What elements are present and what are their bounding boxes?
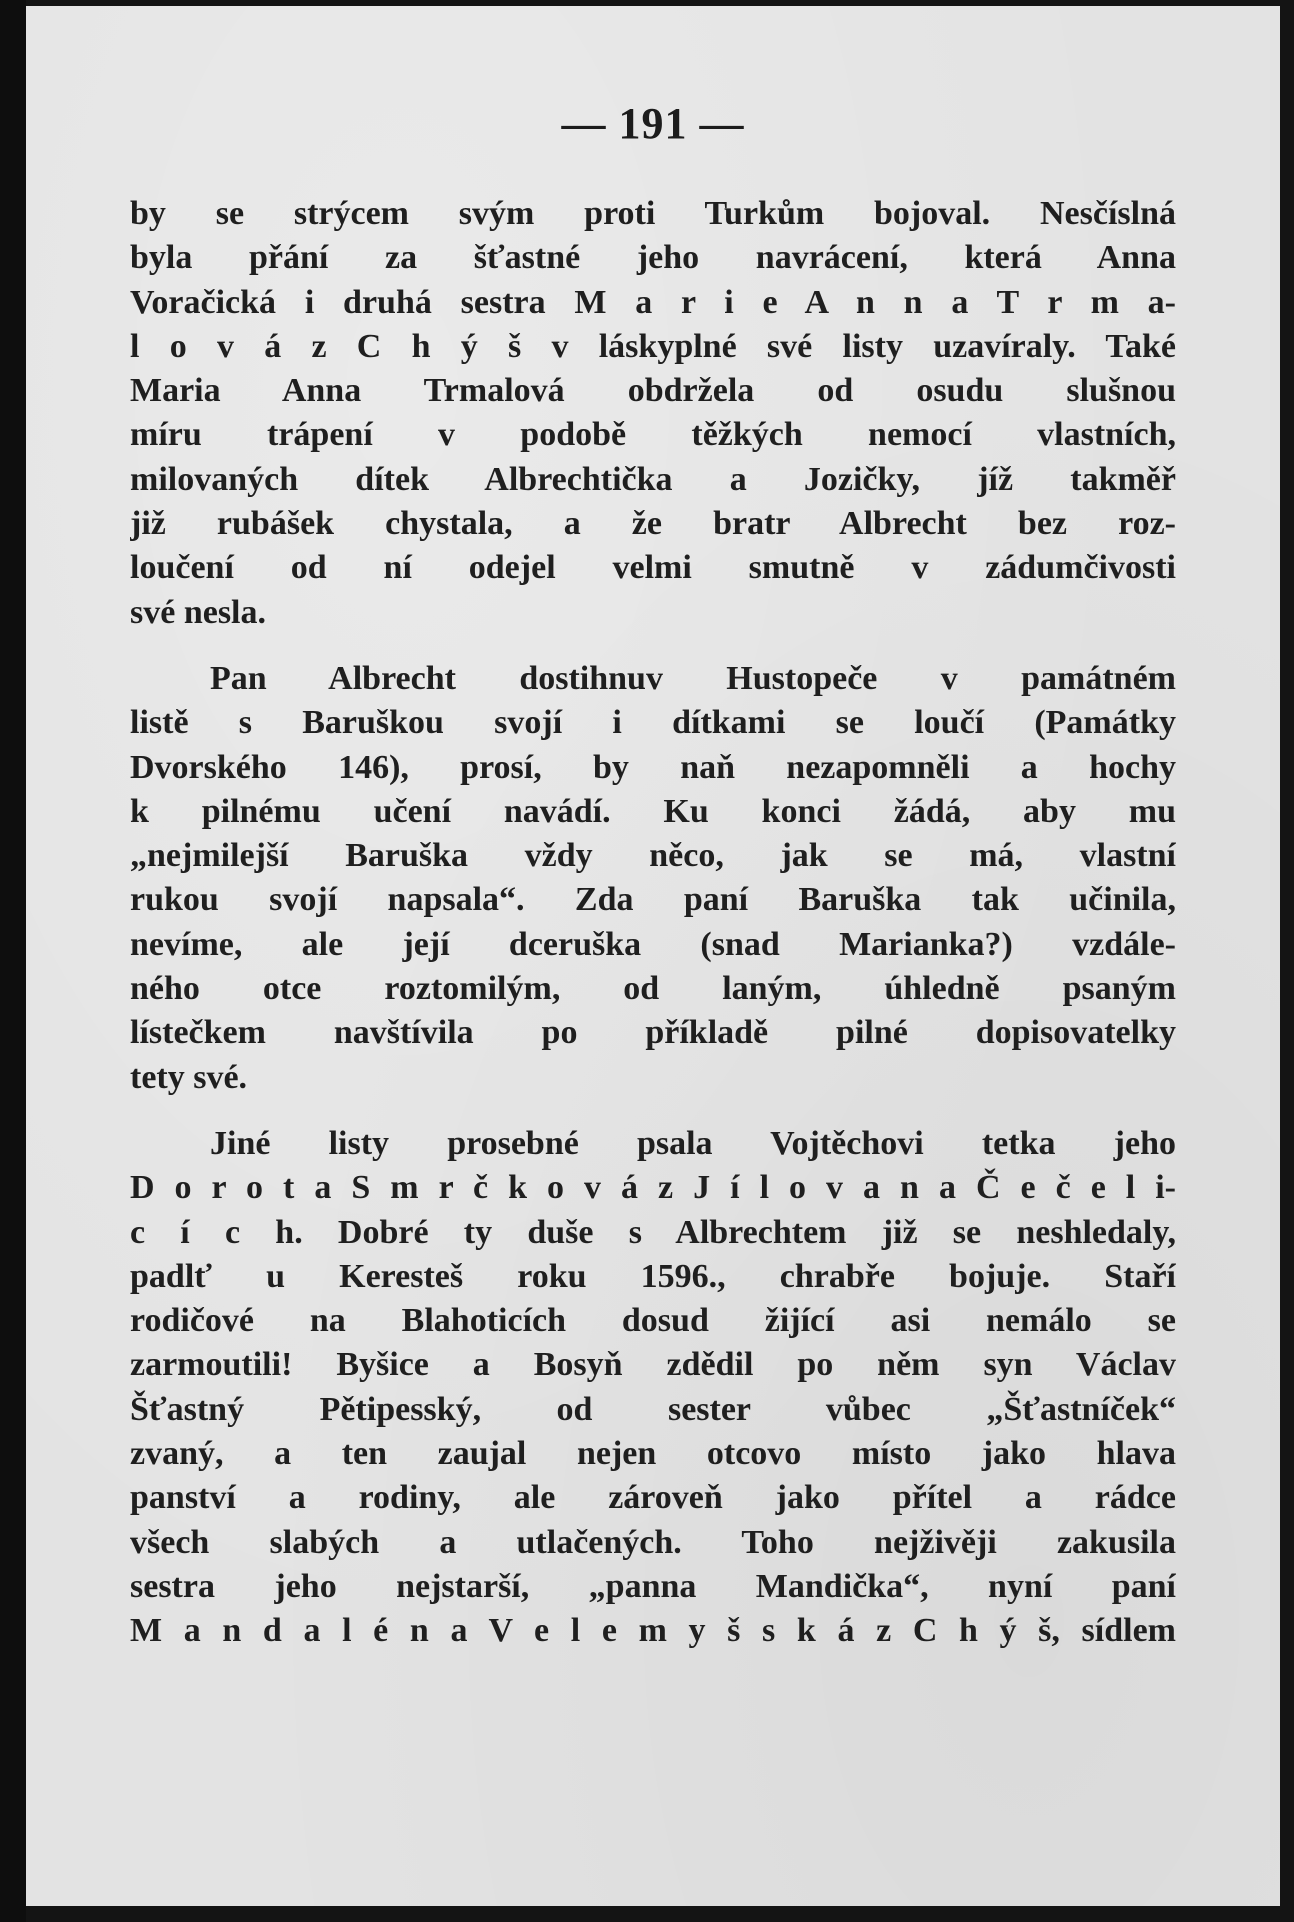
text-line: své nesla. — [130, 593, 266, 631]
text-line: míru trápení v podobě těžkých nemocí vlastních, — [130, 416, 1176, 454]
text-line: rukou svojí napsala“. Zda paní Baruška tak učinila, — [130, 881, 1176, 919]
text-line: všech slabých a utlačených. Toho nejživěji zakusila — [130, 1523, 1176, 1561]
text-line: c í c h. Dobré ty duše s Albrechtem již se neshledaly, — [130, 1213, 1176, 1251]
text-line: listě s Baruškou svojí i dítkami se loučí (Památky — [130, 704, 1176, 742]
text-line: lístečkem navštívila po příkladě pilné dopisovatelky — [130, 1014, 1176, 1052]
text-line: l o v á z C h ý š v láskyplné své listy uzavíraly. Také — [130, 327, 1176, 365]
page-paper — [26, 6, 1280, 1906]
text-line: ného otce roztomilým, od laným, úhledně psaným — [130, 970, 1176, 1008]
text-line: tety své. — [130, 1058, 248, 1096]
text-line: Pan Albrecht dostihnuv Hustopeče v památném — [210, 659, 1176, 697]
body-text — [130, 192, 1176, 1676]
text-line: byla přání za šťastné jeho navrácení, která Anna — [130, 239, 1176, 277]
page-number: — 191 — — [561, 99, 745, 148]
text-line: Dvorského 146), prosí, by naň nezapomněli a hochy — [130, 748, 1176, 786]
text-line: zarmoutili! Byšice a Bosyň zdědil po něm syn Václav — [130, 1346, 1176, 1384]
text-line: padlť u Keresteš roku 1596., chrabře bojuje. Staří — [130, 1257, 1176, 1295]
text-line: by se strýcem svým proti Turkům bojoval. Nesčíslná — [130, 195, 1176, 232]
binding-edge — [0, 0, 26, 1922]
text-line: Maria Anna Trmalová obdržela od osudu slušnou — [130, 372, 1176, 410]
text-line: nevíme, ale její dceruška (snad Marianka?) vzdále- — [130, 925, 1176, 963]
text-line: „nejmilejší Baruška vždy něco, jak se má, vlastní — [130, 837, 1176, 875]
text-line: rodičové na Blahoticích dosud žijící asi nemálo se — [130, 1302, 1176, 1340]
text-line: zvaný, a ten zaujal nejen otcovo místo jako hlava — [130, 1435, 1176, 1473]
text-line: D o r o t a S m r č k o v á z J í l o v a n a Č e č e l i- — [130, 1169, 1176, 1207]
text-line: Voračická i druhá sestra M a r i e A n n a T r m a- — [130, 283, 1176, 321]
text-line: k pilnému učení navádí. Ku konci žádá, aby mu — [130, 792, 1176, 830]
text-line: panství a rodiny, ale zároveň jako přítel a rádce — [130, 1479, 1176, 1517]
paragraph — [130, 1122, 1176, 1654]
text-line: Jiné listy prosebné psala Vojtěchovi tetka jeho — [210, 1124, 1176, 1162]
text-line: sestra jeho nejstarší, „panna Mandička“, nyní paní — [130, 1567, 1176, 1605]
text-line: již rubášek chystala, a že bratr Albrecht bez roz- — [130, 505, 1176, 543]
text-line: loučení od ní odejel velmi smutně v zádumčivosti — [130, 549, 1176, 587]
text-line: milovaných dítek Albrechtička a Jozičky, jíž takměř — [130, 460, 1176, 498]
text-line: Šťastný Pětipesský, od sester vůbec „Šťastníček“ — [130, 1390, 1176, 1428]
text-line: M a n d a l é n a V e l e m y š s k á z C h ý š, sídlem — [130, 1612, 1176, 1650]
paragraph — [130, 657, 1176, 1100]
paragraph — [130, 192, 1176, 635]
